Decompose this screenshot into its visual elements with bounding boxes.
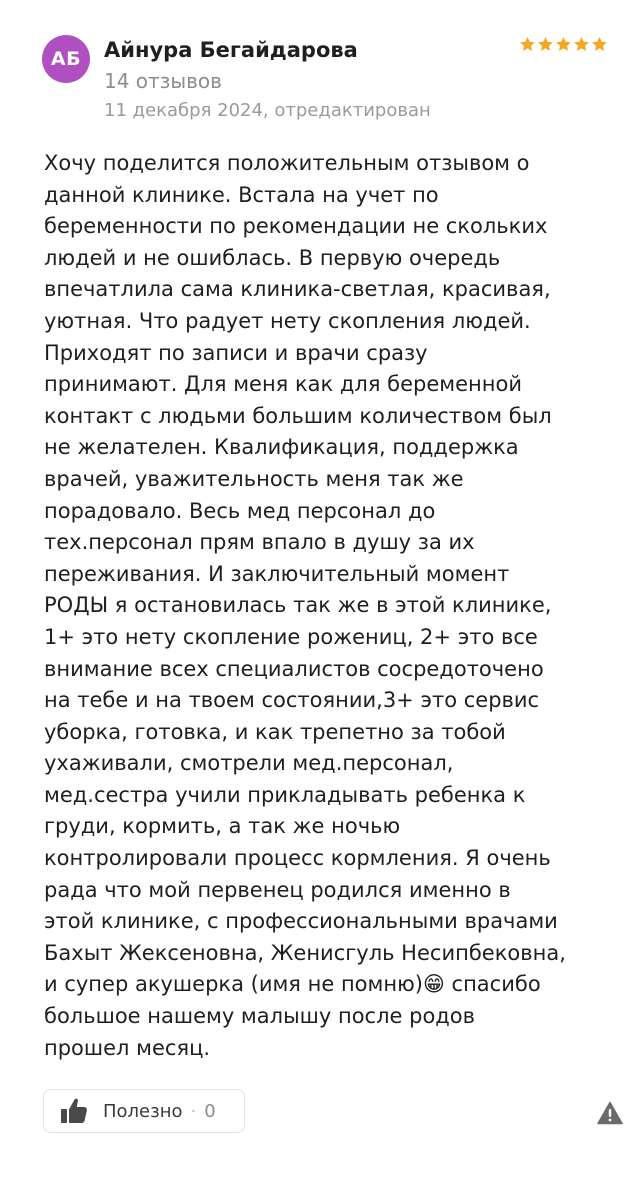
review-text: Хочу поделится положительным отзывом о данной клинике. Встала на учет по беременности по рекомендации не скольких людей и не ошиблась. В первую очередь впечатлила сама клиника-светлая, красивая, уютная. Что радует нету скопления людей. Приходят по записи и врачи сразу принимают. Для меня как для беременной контакт с людьми большим количеством был не желателен. Квалификация, поддержка врачей, уважительность меня так же порадовало. Весь мед персонал до тех.персонал прям впало в душу за их переживания. И заключительный момент РОДЫ я остановилась так же в этой клинике, 1+ это нету скопление рожениц, 2+ это все внимание всех специалистов сосредоточено на тебе и на твоем состоянии,3+ это сервис уборка, готовка, и как трепетно за тобой ухаживали, смотрели мед.персонал, мед.сестра учили прикладывать ребенка к груди, кормить, а так же ночью контролировали процесс кормления. Я очень рада что мой первенец родился именно в этой клинике, с профессиональными врачами Бахыт Жексеновна, Женисгуль Несипбековна, и супер акушерка (имя не помню)😁 спасибо большое нашему малышу после родов прошел месяц. [44,151,566,1060]
avatar-initials: АБ [50,48,82,70]
author-reviews-count: 14 отзывов [104,69,222,93]
rating-stars [519,36,608,53]
warning-icon[interactable] [597,1101,623,1125]
review-date: 11 декабря 2024, отредактирован [104,100,431,121]
star-icon [573,36,590,53]
thumbs-up-icon [59,1096,89,1126]
star-icon [591,36,608,53]
useful-count: 0 [204,1100,216,1122]
useful-button[interactable] [43,1089,245,1133]
star-icon [537,36,554,53]
star-icon [555,36,572,53]
separator-dot: · [190,1100,197,1122]
useful-label: Полезно [103,1100,183,1122]
avatar[interactable] [42,35,90,83]
author-name[interactable]: Айнура Бегайдарова [104,38,358,62]
star-icon [519,36,536,53]
